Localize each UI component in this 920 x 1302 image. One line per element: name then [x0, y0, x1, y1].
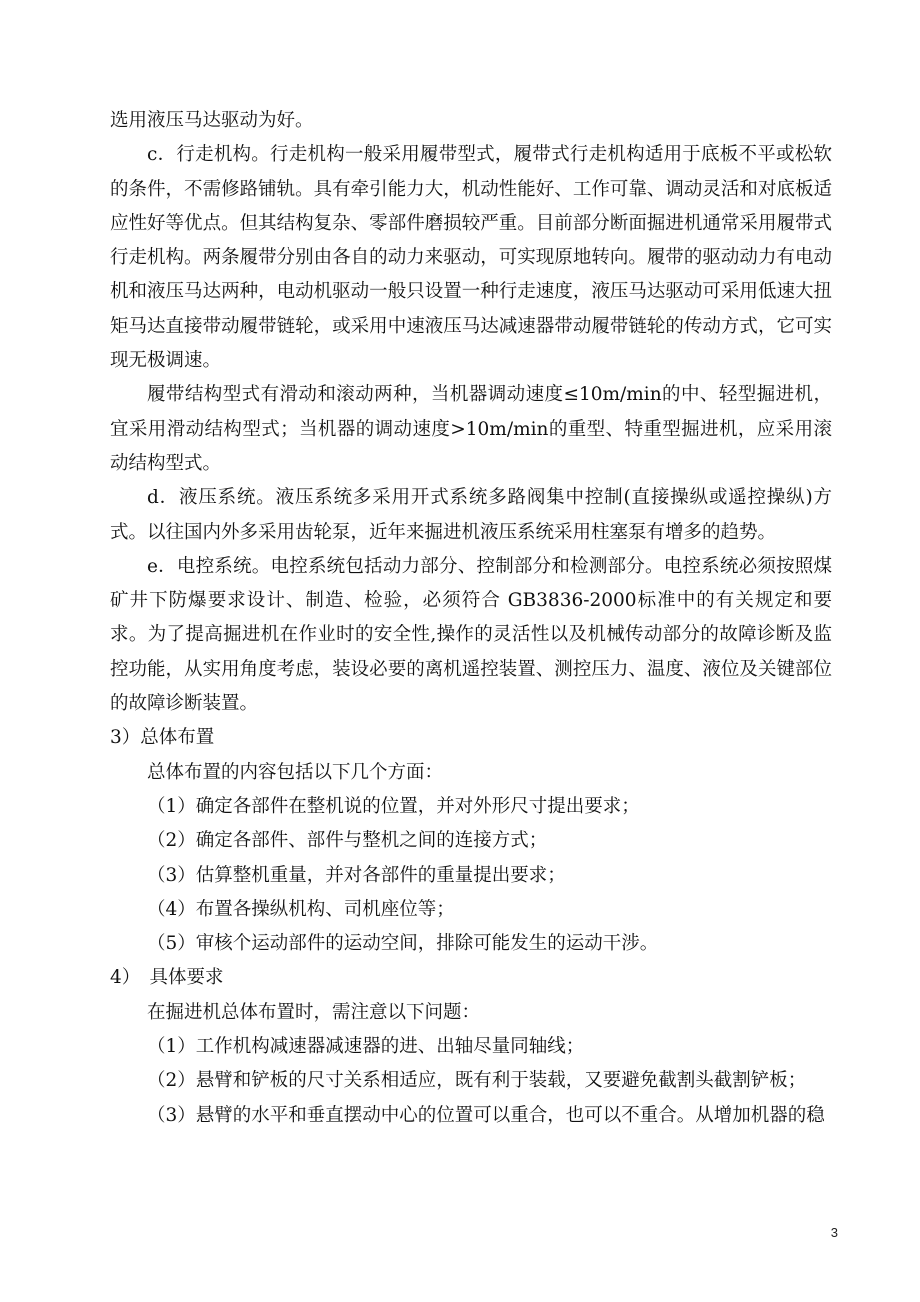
list-item: （2）确定各部件、部件与整机之间的连接方式；	[147, 830, 548, 852]
paragraph-layout-intro: 总体布置的内容包括以下几个方面：	[147, 761, 444, 783]
section-heading-specific-requirements: 4） 具体要求	[110, 967, 224, 989]
paragraph-requirements-intro: 在掘进机总体布置时，需注意以下问题：	[147, 1001, 481, 1023]
list-item: （2）悬臂和铲板的尺寸关系相适应，既有利于装载，又要避免截割头截割铲板；	[147, 1070, 807, 1092]
page-number: 3	[830, 1225, 838, 1240]
section-heading-general-layout: 3）总体布置	[110, 727, 215, 749]
list-item: （4）布置各操纵机构、司机座位等；	[147, 898, 455, 920]
list-item: （1）工作机构减速器减速器的进、出轴尽量同轴线；	[147, 1036, 585, 1058]
paragraph-hydraulic-system: d．液压系统。液压系统多采用开式系统多路阀集中控制(直接操纵或遥控操纵)方式。以往国内外多采用齿轮泵，近年来掘进机液压系统采用柱塞泵有增多的趋势。	[110, 487, 832, 543]
list-item: （1）确定各部件在整机说的位置，并对外形尺寸提出要求；	[147, 795, 640, 817]
list-item: （3）悬臂的水平和垂直摆动中心的位置可以重合，也可以不重合。从增加机器的稳	[147, 1104, 825, 1126]
paragraph-electric-control: e．电控系统。电控系统包括动力部分、控制部分和检测部分。电控系统必须按照煤矿井下防爆要求设计、制造、检验，必须符合 GB3836-2000标准中的有关规定和要求。为了提高掘进机在作业时的安全性,操作的灵活性以及机械传动部分的故障诊断及监控功能，从实用角度考虑，装设必要的离机遥控装置、测控压力、温度、液位及关键部位的故障诊断装置。	[110, 555, 832, 715]
paragraph-track-structure: 履带结构型式有滑动和滚动两种，当机器调动速度≤10m/min的中、轻型掘进机，宜采用滑动结构型式；当机器的调动速度>10m/min的重型、特重型掘进机，应采用滚动结构型式。	[110, 384, 832, 474]
document-body	[110, 104, 832, 1133]
list-item: （3）估算整机重量，并对各部件的重量提出要求；	[147, 864, 566, 886]
paragraph-walking-mechanism: c．行走机构。行走机构一般采用履带型式，履带式行走机构适用于底板不平或松软的条件，不需修路铺轨。具有牵引能力大，机动性能好、工作可靠、调动灵活和对底板适应性好等优点。但其结构复杂、零部件磨损较严重。目前部分断面掘进机通常采用履带式行走机构。两条履带分别由各自的动力来驱动，可实现原地转向。履带的驱动动力有电动机和液压马达两种，电动机驱动一般只设置一种行走速度，液压马达驱动可采用低速大扭矩马达直接带动履带链轮，或采用中速液压马达减速器带动履带链轮的传动方式，它可实现无极调速。	[110, 144, 832, 372]
list-item: （5）审核个运动部件的运动空间，排除可能发生的运动干涉。	[147, 933, 659, 955]
paragraph-intro: 选用液压马达驱动为好。	[110, 110, 314, 131]
